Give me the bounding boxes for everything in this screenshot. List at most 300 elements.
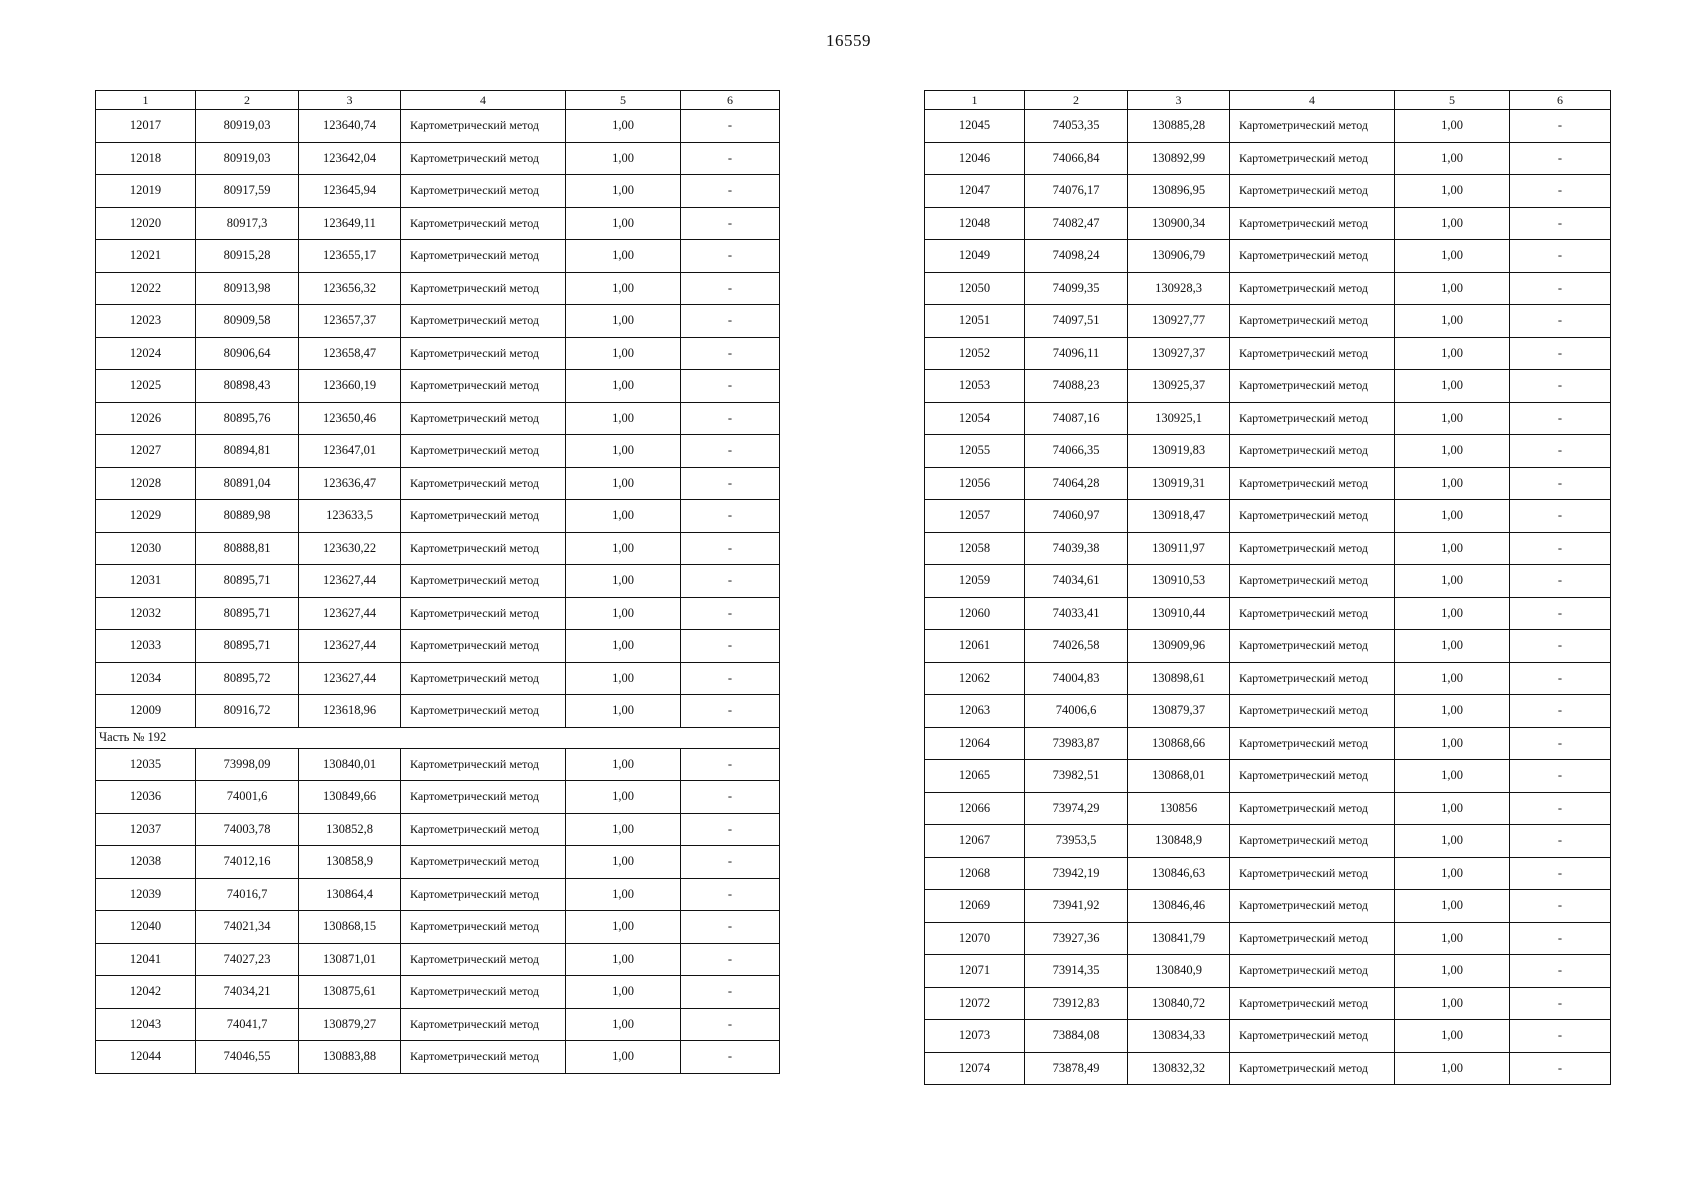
note-cell: - — [681, 1041, 780, 1074]
page-number: 16559 — [826, 31, 871, 50]
accuracy-cell: 1,00 — [1395, 987, 1510, 1020]
y-coordinate-cell: 123618,96 — [299, 695, 401, 728]
x-coordinate-cell: 74012,16 — [196, 846, 299, 879]
note-cell: - — [1510, 337, 1611, 370]
table-body — [96, 110, 780, 1074]
accuracy-cell: 1,00 — [1395, 1052, 1510, 1085]
coordinates-table-right — [924, 90, 1611, 1085]
method-cell: Картометрический метод — [1230, 500, 1395, 533]
accuracy-cell: 1,00 — [1395, 662, 1510, 695]
method-cell: Картометрический метод — [1230, 272, 1395, 305]
point-number-cell: 12038 — [96, 846, 196, 879]
x-coordinate-cell: 73982,51 — [1025, 760, 1128, 793]
x-coordinate-cell: 80913,98 — [196, 272, 299, 305]
table-row — [96, 976, 780, 1009]
point-number-cell: 12069 — [925, 890, 1025, 923]
y-coordinate-cell: 123627,44 — [299, 597, 401, 630]
y-coordinate-cell: 130856 — [1128, 792, 1230, 825]
y-coordinate-cell: 130858,9 — [299, 846, 401, 879]
accuracy-cell: 1,00 — [1395, 370, 1510, 403]
method-cell: Картометрический метод — [1230, 825, 1395, 858]
note-cell: - — [1510, 305, 1611, 338]
table-row — [925, 272, 1611, 305]
y-coordinate-cell: 130910,44 — [1128, 597, 1230, 630]
x-coordinate-cell: 74027,23 — [196, 943, 299, 976]
note-cell: - — [1510, 272, 1611, 305]
table-row — [925, 792, 1611, 825]
table-row — [925, 175, 1611, 208]
note-cell: - — [1510, 955, 1611, 988]
method-cell: Картометрический метод — [1230, 305, 1395, 338]
note-cell: - — [1510, 890, 1611, 923]
table-row — [96, 781, 780, 814]
point-number-cell: 12065 — [925, 760, 1025, 793]
accuracy-cell: 1,00 — [566, 976, 681, 1009]
note-cell: - — [1510, 760, 1611, 793]
accuracy-cell: 1,00 — [1395, 890, 1510, 923]
y-coordinate-cell: 130879,37 — [1128, 695, 1230, 728]
x-coordinate-cell: 73998,09 — [196, 748, 299, 781]
accuracy-cell: 1,00 — [1395, 532, 1510, 565]
note-cell: - — [1510, 500, 1611, 533]
point-number-cell: 12032 — [96, 597, 196, 630]
table-row — [925, 532, 1611, 565]
accuracy-cell: 1,00 — [566, 695, 681, 728]
accuracy-cell: 1,00 — [1395, 110, 1510, 143]
method-cell: Картометрический метод — [1230, 987, 1395, 1020]
y-coordinate-cell: 130849,66 — [299, 781, 401, 814]
x-coordinate-cell: 74096,11 — [1025, 337, 1128, 370]
x-coordinate-cell: 74064,28 — [1025, 467, 1128, 500]
note-cell: - — [681, 597, 780, 630]
point-number-cell: 12017 — [96, 110, 196, 143]
table-row — [925, 890, 1611, 923]
point-number-cell: 12037 — [96, 813, 196, 846]
x-coordinate-cell: 80919,03 — [196, 142, 299, 175]
point-number-cell: 12033 — [96, 630, 196, 663]
x-coordinate-cell: 73953,5 — [1025, 825, 1128, 858]
point-number-cell: 12043 — [96, 1008, 196, 1041]
point-number-cell: 12044 — [96, 1041, 196, 1074]
point-number-cell: 12060 — [925, 597, 1025, 630]
accuracy-cell: 1,00 — [1395, 142, 1510, 175]
method-cell: Картометрический метод — [401, 695, 566, 728]
method-cell: Картометрический метод — [401, 748, 566, 781]
x-coordinate-cell: 80891,04 — [196, 467, 299, 500]
point-number-cell: 12020 — [96, 207, 196, 240]
point-number-cell: 12051 — [925, 305, 1025, 338]
y-coordinate-cell: 130871,01 — [299, 943, 401, 976]
accuracy-cell: 1,00 — [566, 1041, 681, 1074]
point-number-cell: 12068 — [925, 857, 1025, 890]
x-coordinate-cell: 74053,35 — [1025, 110, 1128, 143]
point-number-cell: 12029 — [96, 500, 196, 533]
accuracy-cell: 1,00 — [1395, 922, 1510, 955]
point-number-cell: 12057 — [925, 500, 1025, 533]
accuracy-cell: 1,00 — [566, 370, 681, 403]
method-cell: Картометрический метод — [401, 911, 566, 944]
y-coordinate-cell: 130868,01 — [1128, 760, 1230, 793]
column-header: 6 — [1510, 91, 1611, 110]
table-row — [925, 500, 1611, 533]
x-coordinate-cell: 80898,43 — [196, 370, 299, 403]
method-cell: Картометрический метод — [401, 272, 566, 305]
table-row — [925, 467, 1611, 500]
note-cell: - — [1510, 662, 1611, 695]
point-number-cell: 12024 — [96, 337, 196, 370]
y-coordinate-cell: 130848,9 — [1128, 825, 1230, 858]
note-cell: - — [681, 976, 780, 1009]
accuracy-cell: 1,00 — [566, 402, 681, 435]
point-number-cell: 12050 — [925, 272, 1025, 305]
method-cell: Картометрический метод — [401, 337, 566, 370]
table-row — [925, 565, 1611, 598]
y-coordinate-cell: 130927,37 — [1128, 337, 1230, 370]
method-cell: Картометрический метод — [401, 532, 566, 565]
point-number-cell: 12031 — [96, 565, 196, 598]
method-cell: Картометрический метод — [1230, 922, 1395, 955]
point-number-cell: 12062 — [925, 662, 1025, 695]
x-coordinate-cell: 80915,28 — [196, 240, 299, 273]
accuracy-cell: 1,00 — [1395, 565, 1510, 598]
note-cell: - — [1510, 435, 1611, 468]
accuracy-cell: 1,00 — [566, 813, 681, 846]
x-coordinate-cell: 73941,92 — [1025, 890, 1128, 923]
point-number-cell: 12036 — [96, 781, 196, 814]
accuracy-cell: 1,00 — [1395, 1020, 1510, 1053]
y-coordinate-cell: 130834,33 — [1128, 1020, 1230, 1053]
note-cell: - — [681, 240, 780, 273]
point-number-cell: 12070 — [925, 922, 1025, 955]
method-cell: Картометрический метод — [401, 630, 566, 663]
method-cell: Картометрический метод — [1230, 760, 1395, 793]
x-coordinate-cell: 73884,08 — [1025, 1020, 1128, 1053]
table-row — [96, 500, 780, 533]
x-coordinate-cell: 74034,61 — [1025, 565, 1128, 598]
point-number-cell: 12054 — [925, 402, 1025, 435]
x-coordinate-cell: 74033,41 — [1025, 597, 1128, 630]
method-cell: Картометрический метод — [1230, 857, 1395, 890]
note-cell: - — [681, 781, 780, 814]
method-cell: Картометрический метод — [1230, 142, 1395, 175]
x-coordinate-cell: 74021,34 — [196, 911, 299, 944]
point-number-cell: 12058 — [925, 532, 1025, 565]
y-coordinate-cell: 123627,44 — [299, 630, 401, 663]
point-number-cell: 12071 — [925, 955, 1025, 988]
method-cell: Картометрический метод — [1230, 1052, 1395, 1085]
x-coordinate-cell: 80895,76 — [196, 402, 299, 435]
accuracy-cell: 1,00 — [1395, 695, 1510, 728]
point-number-cell: 12049 — [925, 240, 1025, 273]
note-cell: - — [1510, 1052, 1611, 1085]
y-coordinate-cell: 130910,53 — [1128, 565, 1230, 598]
point-number-cell: 12059 — [925, 565, 1025, 598]
note-cell: - — [1510, 467, 1611, 500]
x-coordinate-cell: 80894,81 — [196, 435, 299, 468]
table-row — [96, 532, 780, 565]
accuracy-cell: 1,00 — [1395, 337, 1510, 370]
accuracy-cell: 1,00 — [1395, 825, 1510, 858]
table-row — [96, 240, 780, 273]
accuracy-cell: 1,00 — [1395, 240, 1510, 273]
y-coordinate-cell: 123633,5 — [299, 500, 401, 533]
table-row — [925, 435, 1611, 468]
x-coordinate-cell: 74004,83 — [1025, 662, 1128, 695]
note-cell: - — [1510, 825, 1611, 858]
note-cell: - — [1510, 240, 1611, 273]
accuracy-cell: 1,00 — [566, 110, 681, 143]
point-number-cell: 12073 — [925, 1020, 1025, 1053]
table-row — [96, 207, 780, 240]
x-coordinate-cell: 74082,47 — [1025, 207, 1128, 240]
note-cell: - — [681, 813, 780, 846]
table-row — [925, 305, 1611, 338]
accuracy-cell: 1,00 — [566, 781, 681, 814]
accuracy-cell: 1,00 — [1395, 272, 1510, 305]
table-row — [925, 987, 1611, 1020]
y-coordinate-cell: 130892,99 — [1128, 142, 1230, 175]
note-cell: - — [681, 467, 780, 500]
y-coordinate-cell: 130927,77 — [1128, 305, 1230, 338]
method-cell: Картометрический метод — [1230, 792, 1395, 825]
accuracy-cell: 1,00 — [1395, 435, 1510, 468]
note-cell: - — [1510, 695, 1611, 728]
accuracy-cell: 1,00 — [1395, 207, 1510, 240]
y-coordinate-cell: 123655,17 — [299, 240, 401, 273]
point-number-cell: 12023 — [96, 305, 196, 338]
table-row — [925, 857, 1611, 890]
accuracy-cell: 1,00 — [1395, 467, 1510, 500]
note-cell: - — [1510, 110, 1611, 143]
note-cell: - — [1510, 792, 1611, 825]
point-number-cell: 12025 — [96, 370, 196, 403]
note-cell: - — [681, 1008, 780, 1041]
y-coordinate-cell: 123627,44 — [299, 565, 401, 598]
point-number-cell: 12027 — [96, 435, 196, 468]
x-coordinate-cell: 74041,7 — [196, 1008, 299, 1041]
note-cell: - — [1510, 565, 1611, 598]
point-number-cell: 12009 — [96, 695, 196, 728]
table-row — [925, 240, 1611, 273]
method-cell: Картометрический метод — [1230, 1020, 1395, 1053]
x-coordinate-cell: 74034,21 — [196, 976, 299, 1009]
method-cell: Картометрический метод — [401, 565, 566, 598]
x-coordinate-cell: 73912,83 — [1025, 987, 1128, 1020]
column-header: 2 — [1025, 91, 1128, 110]
y-coordinate-cell: 130919,31 — [1128, 467, 1230, 500]
table-row — [925, 402, 1611, 435]
column-header: 1 — [96, 91, 196, 110]
point-number-cell: 12045 — [925, 110, 1025, 143]
x-coordinate-cell: 74026,58 — [1025, 630, 1128, 663]
x-coordinate-cell: 74039,38 — [1025, 532, 1128, 565]
accuracy-cell: 1,00 — [566, 597, 681, 630]
accuracy-cell: 1,00 — [566, 500, 681, 533]
y-coordinate-cell: 130909,96 — [1128, 630, 1230, 663]
accuracy-cell: 1,00 — [1395, 630, 1510, 663]
x-coordinate-cell: 73983,87 — [1025, 727, 1128, 760]
point-number-cell: 12026 — [96, 402, 196, 435]
y-coordinate-cell: 123660,19 — [299, 370, 401, 403]
y-coordinate-cell: 130918,47 — [1128, 500, 1230, 533]
point-number-cell: 12042 — [96, 976, 196, 1009]
y-coordinate-cell: 123645,94 — [299, 175, 401, 208]
point-number-cell: 12074 — [925, 1052, 1025, 1085]
accuracy-cell: 1,00 — [566, 1008, 681, 1041]
y-coordinate-cell: 123636,47 — [299, 467, 401, 500]
note-cell: - — [681, 630, 780, 663]
method-cell: Картометрический метод — [401, 943, 566, 976]
x-coordinate-cell: 74006,6 — [1025, 695, 1128, 728]
y-coordinate-cell: 123647,01 — [299, 435, 401, 468]
y-coordinate-cell: 130896,95 — [1128, 175, 1230, 208]
column-header: 2 — [196, 91, 299, 110]
point-number-cell: 12063 — [925, 695, 1025, 728]
y-coordinate-cell: 130840,9 — [1128, 955, 1230, 988]
method-cell: Картометрический метод — [401, 142, 566, 175]
accuracy-cell: 1,00 — [1395, 955, 1510, 988]
note-cell: - — [1510, 142, 1611, 175]
table-row — [96, 813, 780, 846]
method-cell: Картометрический метод — [1230, 207, 1395, 240]
y-coordinate-cell: 130875,61 — [299, 976, 401, 1009]
note-cell: - — [681, 305, 780, 338]
y-coordinate-cell: 123658,47 — [299, 337, 401, 370]
point-number-cell: 12055 — [925, 435, 1025, 468]
point-number-cell: 12047 — [925, 175, 1025, 208]
x-coordinate-cell: 80889,98 — [196, 500, 299, 533]
table-row — [925, 955, 1611, 988]
table-row — [96, 748, 780, 781]
point-number-cell: 12030 — [96, 532, 196, 565]
x-coordinate-cell: 74066,84 — [1025, 142, 1128, 175]
point-number-cell: 12064 — [925, 727, 1025, 760]
y-coordinate-cell: 130911,97 — [1128, 532, 1230, 565]
accuracy-cell: 1,00 — [566, 532, 681, 565]
x-coordinate-cell: 73914,35 — [1025, 955, 1128, 988]
table-row — [925, 662, 1611, 695]
accuracy-cell: 1,00 — [566, 175, 681, 208]
method-cell: Картометрический метод — [1230, 955, 1395, 988]
y-coordinate-cell: 130832,32 — [1128, 1052, 1230, 1085]
y-coordinate-cell: 130883,88 — [299, 1041, 401, 1074]
method-cell: Картометрический метод — [1230, 175, 1395, 208]
note-cell: - — [681, 500, 780, 533]
point-number-cell: 12041 — [96, 943, 196, 976]
table-row — [96, 402, 780, 435]
x-coordinate-cell: 74046,55 — [196, 1041, 299, 1074]
note-cell: - — [681, 748, 780, 781]
table-row — [96, 142, 780, 175]
note-cell: - — [1510, 532, 1611, 565]
method-cell: Картометрический метод — [401, 435, 566, 468]
note-cell: - — [1510, 727, 1611, 760]
point-number-cell: 12022 — [96, 272, 196, 305]
method-cell: Картометрический метод — [1230, 370, 1395, 403]
column-header: 3 — [299, 91, 401, 110]
note-cell: - — [681, 878, 780, 911]
y-coordinate-cell: 130846,63 — [1128, 857, 1230, 890]
x-coordinate-cell: 74003,78 — [196, 813, 299, 846]
y-coordinate-cell: 130900,34 — [1128, 207, 1230, 240]
x-coordinate-cell: 74098,24 — [1025, 240, 1128, 273]
method-cell: Картометрический метод — [1230, 727, 1395, 760]
y-coordinate-cell: 130925,1 — [1128, 402, 1230, 435]
x-coordinate-cell: 74001,6 — [196, 781, 299, 814]
table-row — [925, 760, 1611, 793]
x-coordinate-cell: 73942,19 — [1025, 857, 1128, 890]
point-number-cell: 12066 — [925, 792, 1025, 825]
note-cell: - — [1510, 857, 1611, 890]
accuracy-cell: 1,00 — [566, 142, 681, 175]
x-coordinate-cell: 80895,71 — [196, 565, 299, 598]
note-cell: - — [681, 272, 780, 305]
accuracy-cell: 1,00 — [1395, 175, 1510, 208]
method-cell: Картометрический метод — [401, 878, 566, 911]
column-header: 3 — [1128, 91, 1230, 110]
point-number-cell: 12035 — [96, 748, 196, 781]
table-row — [96, 337, 780, 370]
point-number-cell: 12053 — [925, 370, 1025, 403]
x-coordinate-cell: 80895,72 — [196, 662, 299, 695]
table-row — [96, 305, 780, 338]
note-cell: - — [681, 337, 780, 370]
y-coordinate-cell: 123656,32 — [299, 272, 401, 305]
method-cell: Картометрический метод — [1230, 630, 1395, 663]
accuracy-cell: 1,00 — [566, 911, 681, 944]
table-row — [925, 695, 1611, 728]
method-cell: Картометрический метод — [1230, 565, 1395, 598]
table-row — [96, 878, 780, 911]
method-cell: Картометрический метод — [1230, 597, 1395, 630]
note-cell: - — [1510, 922, 1611, 955]
method-cell: Картометрический метод — [1230, 402, 1395, 435]
point-number-cell: 12021 — [96, 240, 196, 273]
y-coordinate-cell: 130868,15 — [299, 911, 401, 944]
accuracy-cell: 1,00 — [566, 565, 681, 598]
point-number-cell: 12061 — [925, 630, 1025, 663]
table-row — [925, 922, 1611, 955]
method-cell: Картометрический метод — [1230, 337, 1395, 370]
column-header: 4 — [1230, 91, 1395, 110]
table-row — [925, 825, 1611, 858]
column-header: 4 — [401, 91, 566, 110]
table-row — [96, 175, 780, 208]
accuracy-cell: 1,00 — [1395, 597, 1510, 630]
y-coordinate-cell: 130841,79 — [1128, 922, 1230, 955]
accuracy-cell: 1,00 — [1395, 727, 1510, 760]
note-cell: - — [1510, 207, 1611, 240]
note-cell: - — [1510, 597, 1611, 630]
note-cell: - — [681, 846, 780, 879]
x-coordinate-cell: 80917,3 — [196, 207, 299, 240]
method-cell: Картометрический метод — [1230, 435, 1395, 468]
method-cell: Картометрический метод — [401, 846, 566, 879]
point-number-cell: 12034 — [96, 662, 196, 695]
method-cell: Картометрический метод — [401, 370, 566, 403]
y-coordinate-cell: 123650,46 — [299, 402, 401, 435]
x-coordinate-cell: 80895,71 — [196, 630, 299, 663]
note-cell: - — [681, 532, 780, 565]
y-coordinate-cell: 130840,72 — [1128, 987, 1230, 1020]
accuracy-cell: 1,00 — [566, 272, 681, 305]
y-coordinate-cell: 130898,61 — [1128, 662, 1230, 695]
accuracy-cell: 1,00 — [566, 943, 681, 976]
accuracy-cell: 1,00 — [566, 207, 681, 240]
accuracy-cell: 1,00 — [566, 630, 681, 663]
accuracy-cell: 1,00 — [1395, 857, 1510, 890]
table-row — [96, 467, 780, 500]
